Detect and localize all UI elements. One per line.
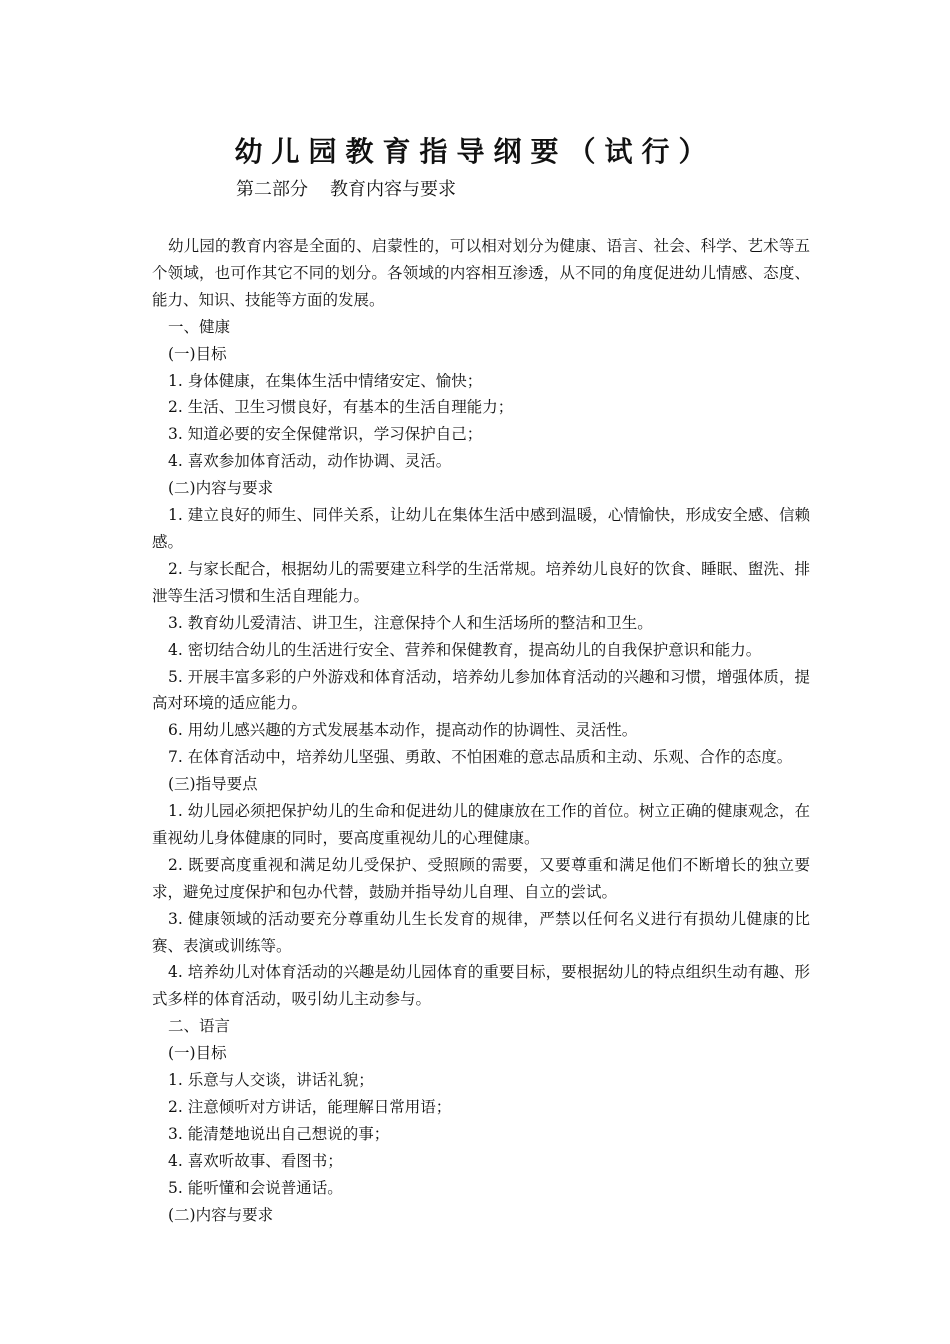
- document-body: [152, 233, 810, 1229]
- document-subtitle: [236, 176, 456, 204]
- subsection-heading: (二)内容与要求: [168, 1205, 274, 1224]
- list-item: 4. 培养幼儿对体育活动的兴趣是幼儿园体育的重要目标，要根据幼儿的特点组织生动有趣、形式多样的体育活动，吸引幼儿主动参与。: [152, 963, 810, 1009]
- list-item: 3. 能清楚地说出自己想说的事；: [168, 1124, 390, 1143]
- subtitle-topic: 教育内容与要求: [330, 179, 456, 200]
- list-item: 2. 既要高度重视和满足幼儿受保护、受照顾的需要，又要尊重和满足他们不断增长的独立要求，避免过度保护和包办代替，鼓励并指导幼儿自理、自立的尝试。: [152, 855, 810, 901]
- list-item: 3. 教育幼儿爱清洁、讲卫生，注意保持个人和生活场所的整洁和卫生。: [168, 613, 653, 632]
- section-heading-health: 一、健康: [168, 317, 231, 336]
- list-item: 1. 幼儿园必须把保护幼儿的生命和促进幼儿的健康放在工作的首位。树立正确的健康观念，在重视幼儿身体健康的同时，要高度重视幼儿的心理健康。: [152, 802, 810, 847]
- subsection-heading: (一)目标: [168, 1044, 227, 1063]
- list-item: 1. 乐意与人交谈，讲话礼貌；: [168, 1071, 374, 1090]
- list-item: 7. 在体育活动中，培养幼儿坚强、勇敢、不怕困难的意志品质和主动、乐观、合作的态度。: [168, 748, 793, 767]
- subsection-heading: (二)内容与要求: [168, 479, 274, 498]
- list-item: 3. 健康领域的活动要充分尊重幼儿生长发育的规律，严禁以任何名义进行有损幼儿健康的比赛、表演或训练等。: [152, 909, 810, 955]
- list-item: 2. 注意倾听对方讲话，能理解日常用语；: [168, 1098, 452, 1116]
- list-item: 2. 与家长配合，根据幼儿的需要建立科学的生活常规。培养幼儿良好的饮食、睡眠、盥洗、排泄等生活习惯和生活自理能力。: [152, 559, 810, 605]
- document-title: 幼儿园教育指导纲要（试行）: [234, 135, 716, 168]
- list-item: 1. 建立良好的师生、同伴关系，让幼儿在集体生活中感到温暖，心情愉快，形成安全感、信赖感。: [152, 506, 810, 551]
- list-item: 4. 喜欢参加体育活动，动作协调、灵活。: [168, 452, 452, 471]
- list-item: 5. 开展丰富多彩的户外游戏和体育活动，培养幼儿参加体育活动的兴趣和习惯，增强体质，提高对环境的适应能力。: [152, 667, 810, 713]
- section-heading-language: 二、语言: [168, 1017, 231, 1036]
- list-item: 5. 能听懂和会说普通话。: [168, 1178, 343, 1197]
- subsection-heading: (一)目标: [168, 344, 227, 363]
- list-item: 4. 喜欢听故事、看图书；: [168, 1151, 343, 1170]
- list-item: 3. 知道必要的安全保健常识，学习保护自己；: [168, 425, 483, 444]
- subsection-heading: (三)指导要点: [168, 775, 258, 794]
- list-item: 6. 用幼儿感兴趣的方式发展基本动作，提高动作的协调性、灵活性。: [168, 721, 638, 740]
- list-item: 1. 身体健康，在集体生活中情绪安定、愉快；: [168, 371, 483, 390]
- list-item: 4. 密切结合幼儿的生活进行安全、营养和保健教育，提高幼儿的自我保护意识和能力。: [168, 640, 762, 659]
- subtitle-part: 第二部分: [236, 179, 308, 200]
- list-item: 2. 生活、卫生习惯良好，有基本的生活自理能力；: [168, 398, 514, 417]
- intro-paragraph: 幼儿园的教育内容是全面的、启蒙性的，可以相对划分为健康、语言、社会、科学、艺术等五个领域，也可作其它不同的划分。各领域的内容相互渗透，从不同的角度促进幼儿情感、态度、能力、知识、技能等方面的发展。: [152, 237, 810, 309]
